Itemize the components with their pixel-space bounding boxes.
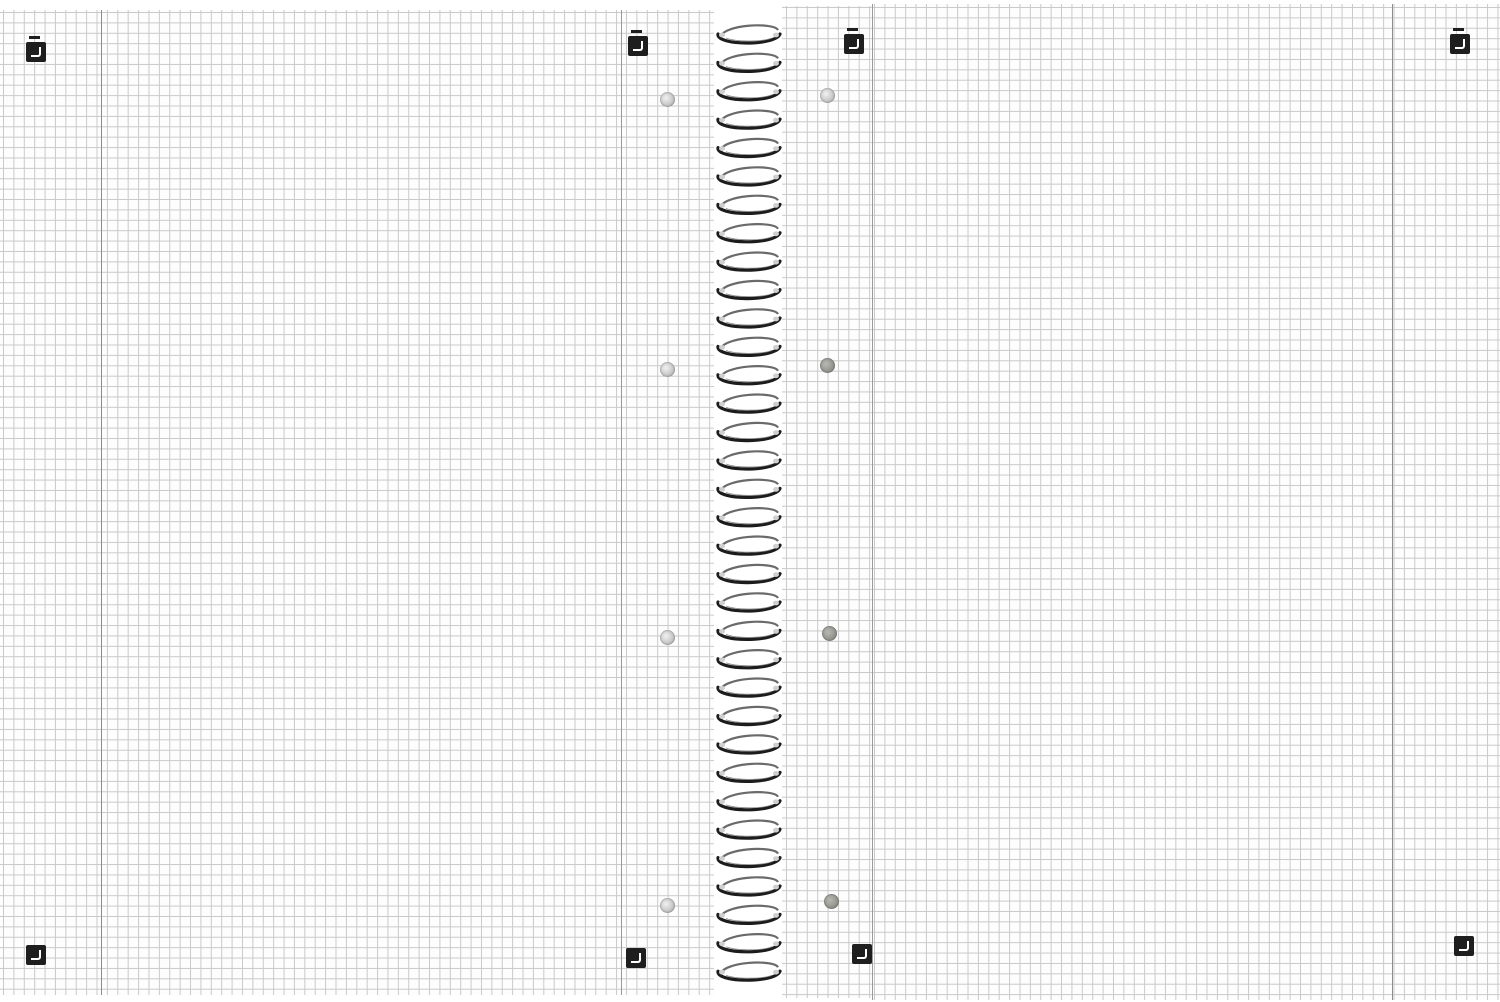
corner-mark-icon — [1454, 936, 1474, 956]
spiral-ring-icon — [718, 423, 780, 441]
spiral-ring-icon — [718, 735, 780, 753]
spiral-ring-icon — [718, 821, 780, 839]
spiral-ring-icon — [718, 338, 780, 356]
spiral-ring-icon — [718, 537, 780, 555]
spiral-ring-icon — [718, 622, 780, 640]
spiral-binding-svg — [712, 18, 790, 988]
spiral-ring-icon — [718, 25, 780, 43]
spiral-ring-icon — [718, 877, 780, 895]
spiral-ring-icon — [718, 650, 780, 668]
corner-mark-icon — [26, 945, 46, 965]
left-page — [0, 10, 622, 995]
spiral-ring-icon — [718, 792, 780, 810]
spiral-ring-icon — [718, 906, 780, 924]
corner-mark-icon — [852, 944, 872, 964]
spiral-ring-icon — [718, 451, 780, 469]
spiral-ring-icon — [718, 395, 780, 413]
spiral-ring-icon — [718, 480, 780, 498]
punch-hole-icon — [660, 898, 675, 913]
spiral-ring-icon — [718, 963, 780, 981]
corner-mark-icon — [844, 34, 864, 54]
right-binding-strip — [782, 6, 872, 998]
spiral-ring-icon — [718, 281, 780, 299]
punch-hole-icon — [660, 92, 675, 107]
right-page-edge — [872, 4, 873, 1000]
punch-hole-icon — [660, 630, 675, 645]
spiral-ring-icon — [718, 111, 780, 129]
spiral-ring-icon — [718, 366, 780, 384]
corner-mark-icon — [628, 36, 648, 56]
spiral-binding — [712, 18, 790, 988]
spiral-ring-icon — [718, 508, 780, 526]
punch-hole-icon — [824, 894, 839, 909]
punch-hole-icon — [660, 362, 675, 377]
right-page-margin-line — [1392, 4, 1393, 1000]
spiral-ring-icon — [718, 196, 780, 214]
spiral-ring-icon — [718, 224, 780, 242]
punch-hole-icon — [820, 358, 835, 373]
spiral-ring-icon — [718, 849, 780, 867]
right-page — [872, 4, 1500, 1000]
punch-hole-icon — [822, 626, 837, 641]
left-page-margin-line — [101, 10, 102, 995]
spiral-ring-icon — [718, 565, 780, 583]
spiral-ring-icon — [718, 707, 780, 725]
left-binding-strip — [622, 10, 714, 995]
spiral-ring-icon — [718, 309, 780, 327]
corner-mark-icon — [26, 42, 46, 62]
spiral-ring-icon — [718, 54, 780, 72]
spiral-ring-icon — [718, 82, 780, 100]
spiral-ring-icon — [718, 253, 780, 271]
spiral-ring-icon — [718, 593, 780, 611]
spiral-ring-icon — [718, 139, 780, 157]
punch-hole-icon — [820, 88, 835, 103]
corner-mark-icon — [1450, 34, 1470, 54]
spiral-ring-icon — [718, 167, 780, 185]
spiral-ring-icon — [718, 764, 780, 782]
spiral-ring-icon — [718, 934, 780, 952]
spiral-ring-icon — [718, 679, 780, 697]
corner-mark-icon — [626, 948, 646, 968]
